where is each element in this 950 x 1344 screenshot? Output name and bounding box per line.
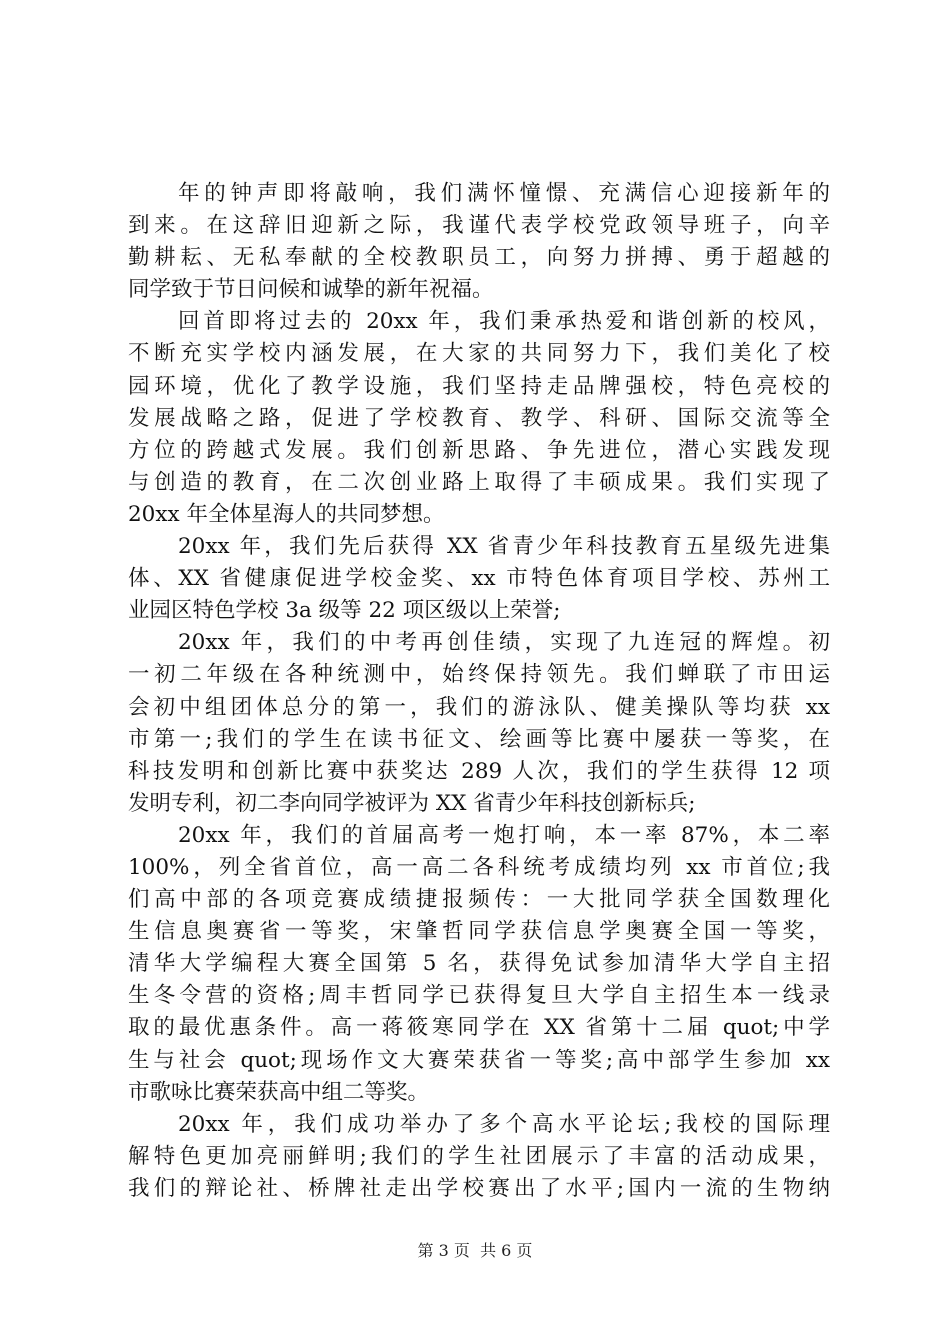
paragraph-line: 100%，列全省首位，高一高二各科统考成绩均列 xx 市首位;我 bbox=[128, 854, 830, 880]
paragraph-line: 会初中组团体总分的第一，我们的游泳队、健美操队等均获 xx bbox=[128, 694, 830, 720]
paragraph-line: 回首即将过去的 20xx 年，我们秉承热爱和谐创新的校风， bbox=[178, 309, 830, 335]
paragraph-line: 园环境，优化了教学设施，我们坚持走品牌强校，特色亮校的 bbox=[128, 373, 830, 399]
paragraph-line: 解特色更加亮丽鲜明;我们的学生社团展示了丰富的活动成果， bbox=[128, 1143, 830, 1169]
paragraph-line: 清华大学编程大赛全国第 5 名，获得免试参加清华大学自主招 bbox=[128, 951, 830, 977]
paragraph-line: 发展战略之路，促进了学校教育、教学、科研、国际交流等全 bbox=[128, 405, 830, 431]
paragraph-line: 生信息奥赛省一等奖，宋肇哲同学获信息学奥赛全国一等奖， bbox=[128, 919, 830, 945]
paragraph-line: 年的钟声即将敲响，我们满怀憧憬、充满信心迎接新年的 bbox=[178, 181, 830, 206]
paragraph-line: 一初二年级在各种统测中，始终保持领先。我们蝉联了市田运 bbox=[128, 662, 830, 688]
paragraph-line: 市第一;我们的学生在读书征文、绘画等比赛中屡获一等奖，在 bbox=[128, 726, 830, 752]
paragraph-line: 业园区特色学校 3a 级等 22 项区级以上荣誉; bbox=[128, 598, 561, 624]
paragraph-line: 勤耕耘、无私奉献的全校教职员工，向努力拼搏、勇于超越的 bbox=[128, 245, 830, 271]
paragraph-line: 20xx 年全体星海人的共同梦想。 bbox=[128, 501, 445, 527]
paragraph-line: 不断充实学校内涵发展，在大家的共同努力下，我们美化了校 bbox=[128, 341, 830, 367]
paragraph-line: 取的最优惠条件。高一蒋筱寒同学在 XX 省第十二届 quot;中学 bbox=[128, 1015, 830, 1041]
paragraph-line: 科技发明和创新比赛中获奖达 289 人次，我们的学生获得 12 项 bbox=[128, 758, 830, 784]
paragraph-line: 我们的辩论社、桥牌社走出学校赛出了水平;国内一流的生物纳 bbox=[128, 1175, 830, 1201]
paragraph-line: 们高中部的各项竞赛成绩捷报频传：一大批同学获全国数理化 bbox=[128, 887, 830, 913]
paragraph-line: 20xx 年，我们先后获得 XX 省青少年科技教育五星级先进集 bbox=[178, 534, 830, 560]
paragraph-line: 体、XX 省健康促进学校金奖、xx 市特色体育项目学校、苏州工 bbox=[128, 566, 830, 592]
paragraph-line: 到来。在这辞旧迎新之际，我谨代表学校党政领导班子，向辛 bbox=[128, 213, 830, 239]
document-body bbox=[128, 178, 830, 1205]
paragraph-line: 生与社会 quot;现场作文大赛荣获省一等奖;高中部学生参加 xx bbox=[128, 1047, 830, 1073]
paragraph-line: 生冬令营的资格;周丰哲同学已获得复旦大学自主招生本一线录 bbox=[128, 983, 830, 1009]
paragraph-line: 20xx 年，我们的首届高考一炮打响，本一率 87%，本二率 bbox=[178, 822, 830, 848]
paragraph-line: 市歌咏比赛荣获高中组二等奖。 bbox=[128, 1079, 430, 1105]
paragraph-line: 20xx 年，我们的中考再创佳绩，实现了九连冠的辉煌。初 bbox=[178, 630, 830, 656]
paragraph-line: 20xx 年，我们成功举办了多个高水平论坛;我校的国际理 bbox=[178, 1111, 830, 1137]
page-number-footer: 第 3 页 共 6 页 bbox=[417, 1241, 533, 1260]
paragraph-line: 发明专利，初二李向同学被评为 XX 省青少年科技创新标兵; bbox=[128, 790, 696, 816]
paragraph-line: 方位的跨越式发展。我们创新思路、争先进位，潜心实践发现 bbox=[128, 437, 830, 463]
paragraph-line: 与创造的教育，在二次创业路上取得了丰硕成果。我们实现了 bbox=[128, 469, 830, 495]
paragraph-line: 同学致于节日问候和诚挚的新年祝福。 bbox=[128, 277, 494, 303]
